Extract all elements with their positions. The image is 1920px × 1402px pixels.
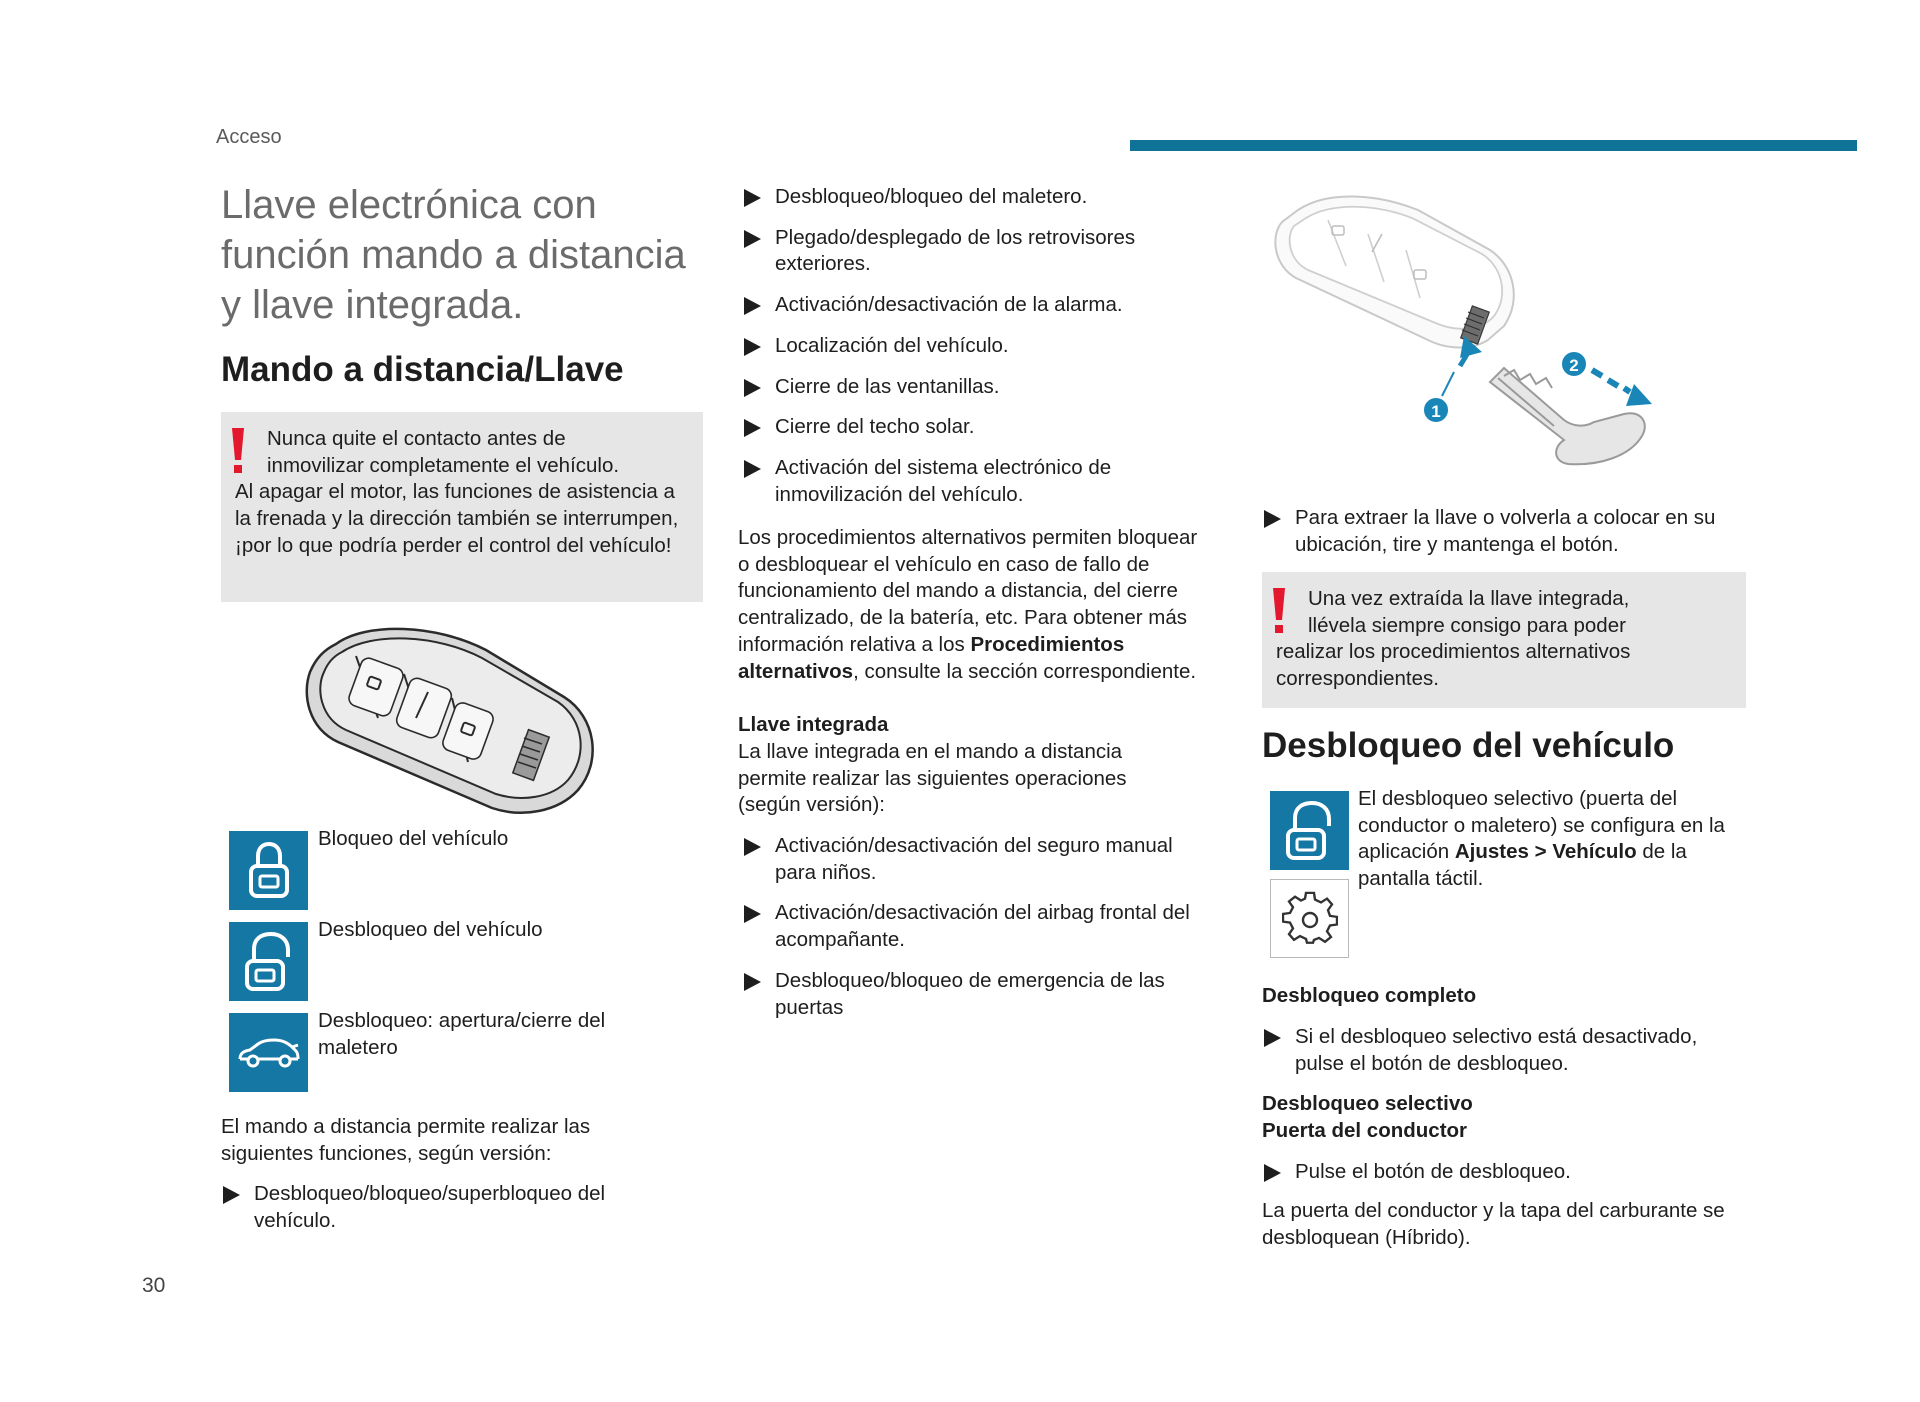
alternative-procedures-link: Procedimientos alternativos — [738, 632, 1125, 683]
closing-paragraph: La puerta del conductor y la tapa del carburante se desbloquean (Híbrido). — [1262, 1199, 1725, 1249]
lock-button-tile — [229, 831, 308, 910]
bullet-arrow-icon — [1264, 1164, 1281, 1182]
unlock-label: Desbloqueo del vehículo — [318, 918, 543, 941]
key-fob-illustration — [296, 622, 606, 817]
car-trunk-icon — [236, 1035, 302, 1071]
bullet-arrow-icon — [744, 419, 761, 437]
vehicle-menu-label: Vehículo — [1552, 840, 1637, 864]
title-line: y llave integrada. — [221, 283, 524, 327]
key-extraction-illustration — [1268, 190, 1718, 490]
full-unlock-heading: Desbloqueo completo — [1262, 984, 1477, 1007]
warning-line: inmovilizar completamente el vehículo. — [267, 453, 620, 477]
list-item: Para extraer la llave o volverla a colocar en su ubicación, tire y mantenga el botón. — [1262, 505, 1748, 558]
settings-app-label: Ajustes — [1454, 840, 1529, 864]
integrated-key-heading: Llave integrada — [738, 713, 889, 736]
heading-unlock-vehicle: Desbloqueo del vehículo — [1262, 726, 1675, 765]
bullet-arrow-icon — [744, 379, 761, 397]
bullet-arrow-icon — [744, 460, 761, 478]
bullet-arrow-icon — [744, 297, 761, 315]
list-item: Activación/desactivación de la alarma. — [742, 292, 1212, 319]
page-number: 30 — [142, 1274, 166, 1297]
list-item: Plegado/desplegado de los retrovisores exteriores. — [742, 225, 1212, 278]
section-title: Acceso — [216, 126, 282, 148]
list-item: Cierre del techo solar. — [742, 414, 1212, 441]
extract-key-list — [1262, 505, 1748, 558]
title-line: Llave electrónica con — [221, 183, 597, 227]
list-item: Si el desbloqueo selectivo está desactivado, pulse el botón de desbloqueo. — [1262, 1024, 1748, 1077]
lock-icon — [246, 842, 292, 900]
list-item: Activación del sistema electrónico de inmovilización del vehículo. — [742, 455, 1212, 508]
trunk-button-tile — [229, 1013, 308, 1092]
page-title — [221, 180, 721, 330]
bullet-arrow-icon — [744, 338, 761, 356]
list-item: Activación/desactivación del airbag frontal del acompañante. — [742, 900, 1212, 953]
bullet-arrow-icon — [1264, 510, 1281, 528]
warning-line: Una vez extraída la llave integrada, — [1308, 587, 1630, 610]
settings-tile — [1270, 879, 1349, 958]
warning-line: realizar los procedimientos alternativos correspondientes. — [1276, 640, 1631, 691]
bullet-arrow-icon — [744, 189, 761, 207]
callout-1: 1 — [1431, 402, 1441, 421]
list-item: Desbloqueo/bloqueo/superbloqueo del vehículo. — [221, 1181, 661, 1234]
driver-door-heading: Puerta del conductor — [1262, 1119, 1468, 1142]
alternative-procedures-paragraph: Los procedimientos alternativos permiten bloquear o desbloquear el vehículo en caso de fallo de funcionamiento del mando a distancia, del cierre centralizado, de la batería, etc. Para obtener más información relativa a los Procedimientos alternativos, consulte la sección correspondiente. — [738, 526, 1198, 683]
list-item: Desbloqueo/bloqueo del maletero. — [742, 184, 1212, 211]
selective-unlock-paragraph: El desbloqueo selectivo (puerta del conductor o maletero) se configura en la aplicación Ajustes > Vehículo de la pantalla táctil. — [1358, 787, 1725, 891]
warning-line: Nunca quite el contacto antes de — [267, 427, 566, 450]
list-item: Pulse el botón de desbloqueo. — [1262, 1159, 1748, 1186]
integrated-key-paragraph: La llave integrada en el mando a distancia permite realizar las siguientes operaciones (según versión): — [738, 740, 1127, 817]
bullet-arrow-icon — [744, 838, 761, 856]
title-line: función mando a distancia — [221, 233, 686, 277]
gear-icon — [1282, 891, 1338, 947]
selective-unlock-heading: Desbloqueo selectivo — [1262, 1092, 1473, 1115]
lock-label: Bloqueo del vehículo — [318, 827, 509, 850]
unlock-icon — [244, 931, 294, 993]
warning-text — [235, 426, 689, 560]
bullet-arrow-icon — [1264, 1029, 1281, 1047]
full-unlock-list — [1262, 1024, 1748, 1077]
callout-2: 2 — [1569, 356, 1579, 375]
heading-remote-key: Mando a distancia/Llave — [221, 350, 624, 389]
functions-list-col1 — [221, 1181, 661, 1248]
driver-door-list — [1262, 1159, 1748, 1186]
integrated-key-list — [742, 833, 1212, 1021]
bullet-arrow-icon — [744, 230, 761, 248]
list-item: Activación/desactivación del seguro manual para niños. — [742, 833, 1212, 886]
unlock-icon — [1285, 800, 1335, 862]
functions-intro: El mando a distancia permite realizar las siguientes funciones, según versión: — [221, 1115, 591, 1165]
warning-box — [221, 412, 703, 602]
bullet-arrow-icon — [744, 905, 761, 923]
warning-line: Al apagar el motor, las funciones de asistencia a la frenada y la dirección también se interrumpen, ¡por lo que podría perder el control del vehículo! — [235, 480, 679, 557]
unlock-settings-tile — [1270, 791, 1349, 870]
list-item: Desbloqueo/bloqueo de emergencia de las puertas — [742, 968, 1212, 1021]
warning-exclamation-icon — [231, 428, 245, 474]
warning-line: llévela siempre consigo para poder — [1308, 613, 1626, 637]
warning-exclamation-icon — [1272, 588, 1286, 634]
list-item: Cierre de las ventanillas. — [742, 374, 1212, 401]
warning-box-integrated-key — [1262, 572, 1746, 708]
bullet-arrow-icon — [223, 1186, 240, 1204]
list-item: Localización del vehículo. — [742, 333, 1212, 360]
bullet-arrow-icon — [744, 973, 761, 991]
unlock-button-tile — [229, 922, 308, 1001]
functions-list-col2 — [742, 184, 1212, 508]
warning-text — [1276, 586, 1732, 693]
header-accent-bar — [1130, 140, 1857, 151]
trunk-label: Desbloqueo: apertura/cierre del maletero — [318, 1009, 606, 1059]
